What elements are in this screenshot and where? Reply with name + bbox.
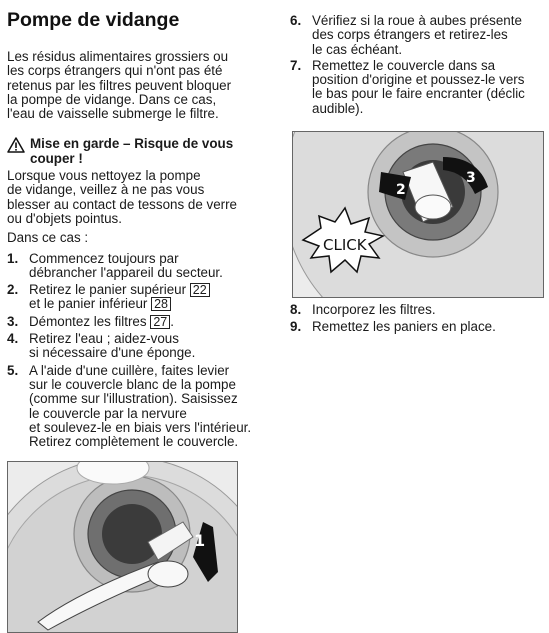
step-line-text: et le panier inférieur <box>29 296 152 312</box>
step-item <box>7 315 275 329</box>
step-line: le bas pour le faire encranter (déclic <box>312 86 525 102</box>
step-line: Vérifiez si la roue à aubes présente <box>312 13 522 28</box>
step-item <box>7 283 275 312</box>
left-column <box>7 8 275 452</box>
step-text: Démontez les filtres 27 . <box>29 313 174 329</box>
step-text <box>29 364 275 450</box>
step-number: 4. <box>7 331 19 347</box>
marker-2: 2 <box>396 182 406 198</box>
step-text <box>29 283 275 312</box>
intro-line: retenus par les filtres peuvent bloquer <box>7 77 232 93</box>
step-line: et soulevez-le en biais vers l'intérieur. <box>29 419 252 435</box>
step-number: 8. <box>290 302 302 317</box>
steps-list-after <box>290 303 542 335</box>
step-line: A l'aide d'une cuillère, faites levier <box>29 362 230 378</box>
step-line: Retirez l'eau ; aidez-vous <box>29 331 179 347</box>
step-text <box>312 59 542 116</box>
step-line-text: Retirez le panier supérieur <box>29 282 190 298</box>
step-line: (comme sur l'illustration). Saisissez <box>29 391 238 407</box>
step-item <box>7 332 275 361</box>
steps-list-right <box>290 14 542 116</box>
step-item <box>290 59 542 116</box>
step-number: 5. <box>7 362 19 378</box>
page-ref: 27 <box>150 315 170 329</box>
step-text: Remettez les paniers en place. <box>312 319 496 335</box>
marker-1: 1 <box>194 531 206 550</box>
step-number: 6. <box>290 13 302 28</box>
step-line: audible). <box>312 100 364 116</box>
page-ref: 28 <box>151 297 171 311</box>
step-number: 1. <box>7 250 19 266</box>
step-text <box>29 332 275 361</box>
step-number: 9. <box>290 319 302 335</box>
pump-click-drawing <box>293 132 543 297</box>
warning-line: de vidange, veillez à ne pas vous <box>7 182 205 198</box>
click-label: CLICK <box>323 236 367 254</box>
warning-triangle-icon <box>7 137 27 156</box>
warning-body <box>7 169 275 226</box>
illustration-spoon-lever <box>7 461 238 633</box>
intro-line: l'eau de vaisselle submerge le filtre. <box>7 106 219 122</box>
page-ref: 22 <box>190 283 210 297</box>
step-item <box>7 252 275 281</box>
pump-cover-drawing <box>8 462 237 632</box>
warning-line: Lorsque vous nettoyez la pompe <box>7 168 201 184</box>
right-column <box>290 14 542 118</box>
step-text <box>312 14 542 57</box>
warning-heading <box>7 137 275 166</box>
warning-title-line: Mise en garde – Risque de vous <box>30 136 234 152</box>
step-line: débrancher l'appareil du secteur. <box>29 264 223 280</box>
step-item <box>290 303 542 317</box>
step-number: 3. <box>7 313 19 329</box>
step-item <box>7 364 275 450</box>
step-item <box>290 14 542 57</box>
warning-line: blesser au contact de tessons de verre <box>7 196 238 212</box>
warning-title <box>27 137 233 166</box>
step-line: Commencez toujours par <box>29 250 179 266</box>
step-line: le couvercle par la nervure <box>29 405 187 421</box>
intro-line: la pompe de vidange. Dans ce cas, <box>7 91 217 107</box>
warning-line: ou d'objets pointus. <box>7 210 122 226</box>
step-line-text: Démontez les filtres <box>29 313 151 329</box>
intro-line: Les résidus alimentaires grossiers ou <box>7 49 229 64</box>
marker-3: 3 <box>466 170 476 186</box>
step-text <box>29 252 275 281</box>
intro-paragraph <box>7 50 275 121</box>
step-line <box>29 297 275 311</box>
step-number: 7. <box>290 57 302 73</box>
step-line: le cas échéant. <box>312 41 403 57</box>
step-line: Retirez complètement le couvercle. <box>29 434 239 450</box>
steps-list-left <box>7 252 275 450</box>
step-line: des corps étrangers et retirez-les <box>312 27 508 43</box>
warning-title-line: couper ! <box>30 150 83 166</box>
step-line: Remettez le couvercle dans sa <box>312 57 496 73</box>
dans-ce-cas-label: Dans ce cas : <box>7 230 89 246</box>
step-line <box>29 283 275 297</box>
step-line: position d'origine et poussez-le vers <box>312 72 525 88</box>
step-item <box>290 320 542 334</box>
page-title: Pompe de vidange <box>7 9 180 31</box>
step-line: si nécessaire d'une éponge. <box>29 345 196 361</box>
step-line: sur le couvercle blanc de la pompe <box>29 376 236 392</box>
illustration-click-cover <box>292 131 544 298</box>
step-text: Incorporez les filtres. <box>312 302 436 317</box>
step-number: 2. <box>7 282 19 298</box>
steps-after <box>290 303 542 338</box>
intro-line: les corps étrangers qui n'ont pas été <box>7 63 223 79</box>
